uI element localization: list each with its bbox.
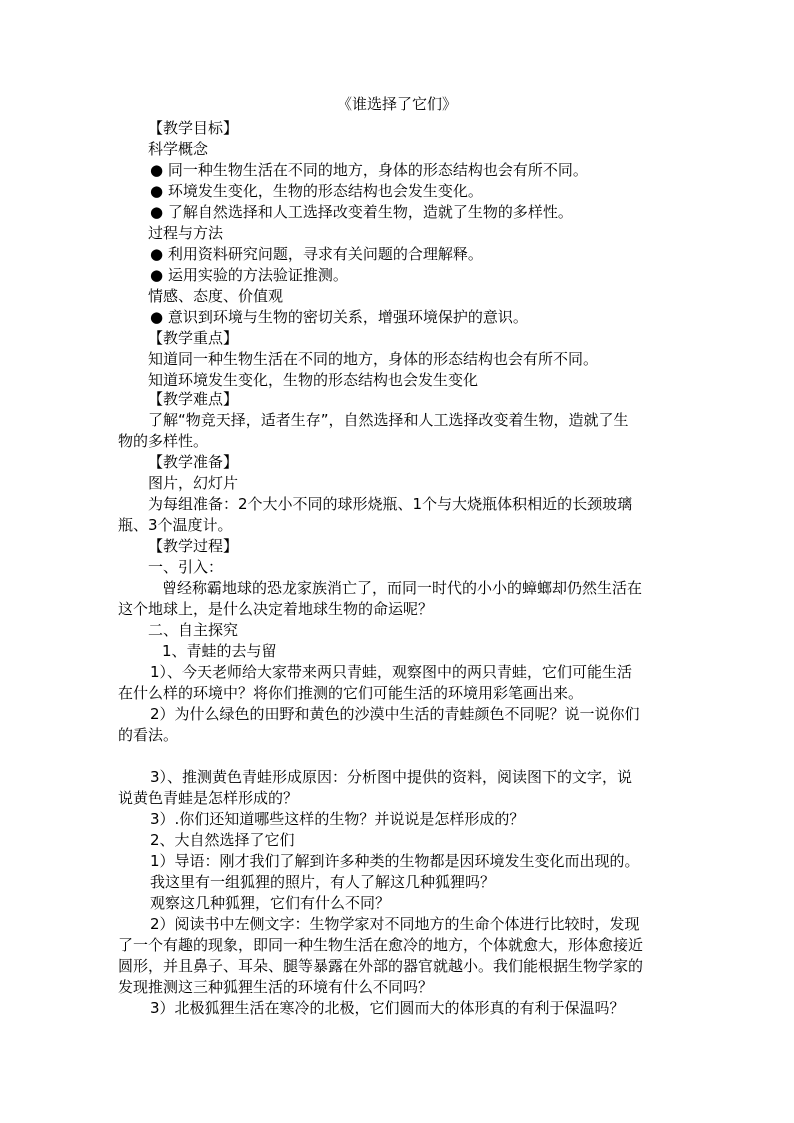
bullet-concept-1: ● 同一种生物生活在不同的地方，身体的形态结构也会有所不同。 [150,161,588,179]
bullet-method-2: ● 运用实验的方法验证推测。 [150,266,348,284]
bullet-attitude-1: ● 意识到环境与生物的密切关系，增强环境保护的意识。 [150,308,528,326]
bullet-method-1: ● 利用资料研究问题，寻求有关问题的合理解释。 [150,245,483,263]
frogs-line-4: 的看法。 [118,726,179,744]
preparation-line-1: 图片，幻灯片 [148,474,239,492]
key-point-2: 知道环境发生变化，生物的形态结构也会发生变化 [148,371,479,389]
foxes-line-2: 我这里有一组狐狸的照片，有人了解这几种狐狸吗？ [150,873,496,891]
section-explore: 二、自主探究 [148,621,239,639]
frogs-line-5: 3）、推测黄色青蛙形成原因：分析图中提供的资料，阅读图下的文字，说 [150,768,633,786]
preparation-line-3: 瓶、3个温度计。 [118,516,233,534]
foxes-line-3: 观察这几种狐狸，它们有什么不同？ [150,894,391,912]
section-intro: 一、引入： [148,558,224,576]
subheading-concepts: 科学概念 [148,140,209,158]
intro-line-2: 这个地球上，是什么决定着地球生物的命运呢？ [118,600,434,618]
document-title: 《谁选择了它们》 [336,95,457,113]
subheading-methods: 过程与方法 [148,224,224,242]
frogs-line-6: 说黄色青蛙是怎样形成的？ [118,789,299,807]
heading-difficulties: 【教学难点】 [148,390,239,408]
preparation-line-2: 为每组准备：2个大小不同的球形烧瓶、1个与大烧瓶体积相近的长颈玻璃 [148,495,633,513]
frogs-line-1: 1）、今天老师给大家带来两只青蛙，观察图中的两只青蛙，它们可能生活 [150,663,633,681]
difficulty-line-1: 了解“物竞天择，适者生存”，自然选择和人工选择改变着生物，造就了生 [148,411,629,429]
bullet-concept-3: ● 了解自然选择和人工选择改变着生物，造就了生物的多样性。 [150,203,573,221]
subheading-attitudes: 情感、态度、价值观 [148,287,284,305]
foxes-line-1: 1）导语：刚才我们了解到许多种类的生物都是因环境发生变化而出现的。 [150,852,640,870]
heading-preparation: 【教学准备】 [148,453,239,471]
subsection-nature-selects: 2、大自然选择了它们 [150,831,295,849]
frogs-line-7: 3）.你们还知道哪些这样的生物？并说说是怎样形成的？ [150,810,525,828]
foxes-line-6: 圆形，并且鼻子、耳朵、腿等暴露在外部的器官就越小。我们能根据生物学家的 [118,957,644,975]
key-point-1: 知道同一种生物生活在不同的地方，身体的形态结构也会有所不同。 [148,350,599,368]
foxes-line-4: 2）阅读书中左侧文字：生物学家对不同地方的生命个体进行比较时，发现 [150,915,640,933]
heading-objectives: 【教学目标】 [148,119,239,137]
foxes-line-8: 3）北极狐狸生活在寒冷的北极，它们圆而大的体形真的有利于保温吗？ [150,999,625,1017]
frogs-line-2: 在什么样的环境中？将你们推测的它们可能生活的环境用彩笔画出来。 [118,684,584,702]
subsection-frogs: 1、青蛙的去与留 [162,642,277,660]
intro-line-1: 曾经称霸地球的恐龙家族消亡了，而同一时代的小小的蟑螂却仍然生活在 [162,579,643,597]
bullet-concept-2: ● 环境发生变化，生物的形态结构也会发生变化。 [150,182,483,200]
heading-process: 【教学过程】 [148,537,239,555]
frogs-line-3: 2）为什么绿色的田野和黄色的沙漠中生活的青蛙颜色不同呢？说一说你们 [150,705,640,723]
heading-key-points: 【教学重点】 [148,329,239,347]
foxes-line-5: 了一个有趣的现象，即同一种生物生活在愈冷的地方，个体就愈大，形体愈接近 [118,936,644,954]
difficulty-line-2: 物的多样性。 [118,432,209,450]
foxes-line-7: 发现推测这三种狐狸生活的环境有什么不同吗？ [118,978,434,996]
